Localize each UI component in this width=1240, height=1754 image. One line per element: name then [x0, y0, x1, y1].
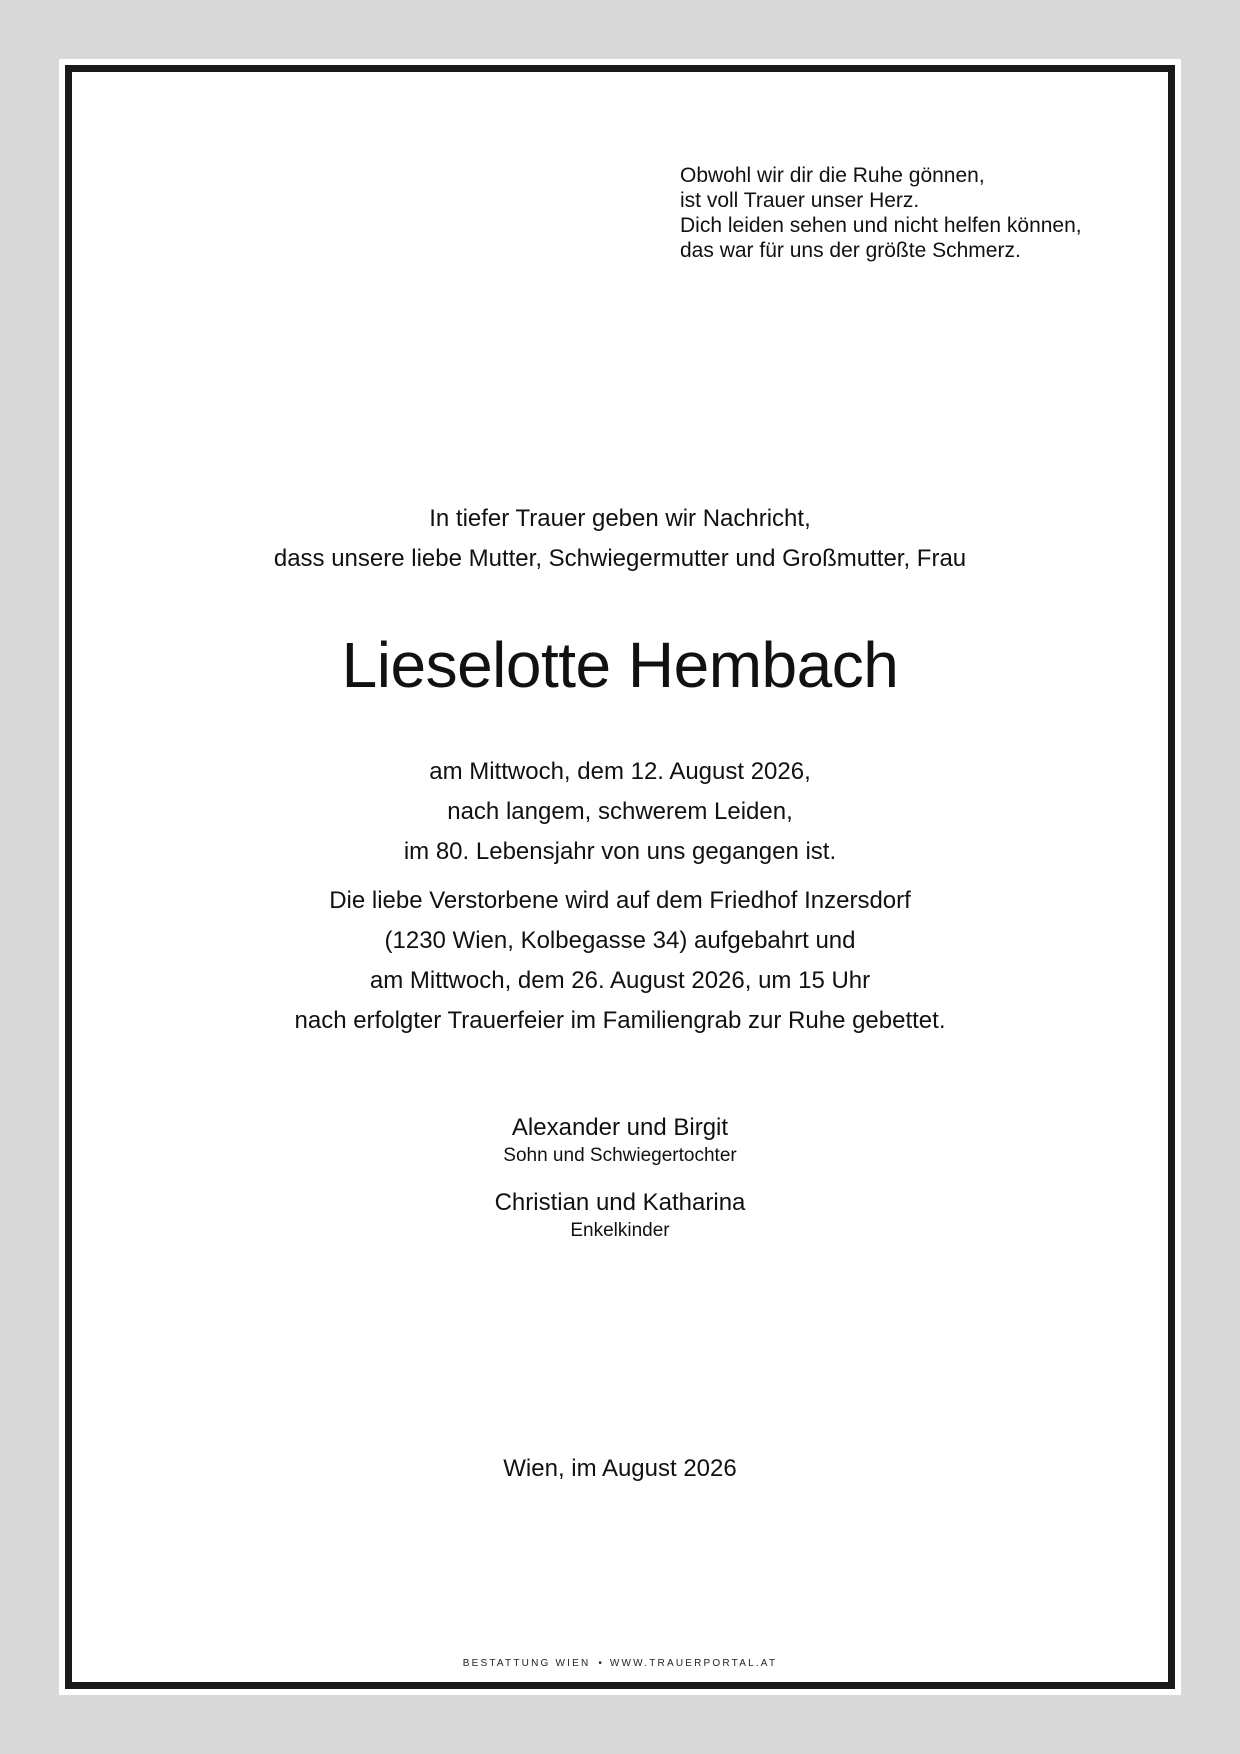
- burial-line: (1230 Wien, Kolbegasse 34) aufgebahrt und: [384, 927, 856, 954]
- mourner-name: Alexander und Birgit: [511, 1114, 729, 1141]
- deceased-name: Lieselotte Hembach: [341, 629, 899, 701]
- burial-line: Die liebe Verstorbene wird auf dem Friedhof Inzersdorf: [329, 887, 911, 914]
- footer-website: WWW.TRAUERPORTAL.AT: [609, 1658, 778, 1669]
- footer-company: BESTATTUNG WIEN: [462, 1658, 591, 1669]
- obituary-sheet: [59, 59, 1181, 1695]
- mourner-name: Christian und Katharina: [494, 1189, 746, 1216]
- details-line: am Mittwoch, dem 12. August 2026,: [429, 758, 811, 785]
- burial-line: nach erfolgter Trauerfeier im Familiengrab zur Ruhe gebettet.: [294, 1007, 946, 1034]
- announcement-intro: [59, 499, 1181, 579]
- poem-line: ist voll Trauer unser Herz.: [680, 189, 920, 212]
- black-border-frame: [65, 65, 1175, 1689]
- mourner-relation: Enkelkinder: [570, 1220, 670, 1241]
- mourner-entry: [59, 1113, 1181, 1169]
- burial-information: [59, 881, 1181, 1041]
- poem-line: das war für uns der größte Schmerz.: [680, 239, 1021, 262]
- footer-separator: •: [598, 1658, 602, 1669]
- intro-line: dass unsere liebe Mutter, Schwiegermutter und Großmutter, Frau: [273, 545, 967, 572]
- mourner-entry: [59, 1188, 1181, 1244]
- details-line: im 80. Lebensjahr von uns gegangen ist.: [403, 838, 837, 865]
- poem-line: Obwohl wir dir die Ruhe gönnen,: [680, 164, 985, 187]
- details-line: nach langem, schwerem Leiden,: [447, 798, 793, 825]
- poem-verse: [680, 163, 1120, 263]
- poem-line: Dich leiden sehen und nicht helfen können,: [680, 214, 1082, 237]
- death-details: [59, 752, 1181, 872]
- burial-line: am Mittwoch, dem 26. August 2026, um 15 Uhr: [369, 967, 871, 994]
- place-and-date: Wien, im August 2026: [503, 1455, 737, 1482]
- intro-line: In tiefer Trauer geben wir Nachricht,: [429, 505, 811, 532]
- mourner-relation: Sohn und Schwiegertochter: [503, 1145, 737, 1166]
- footer-credit: [59, 1657, 1181, 1671]
